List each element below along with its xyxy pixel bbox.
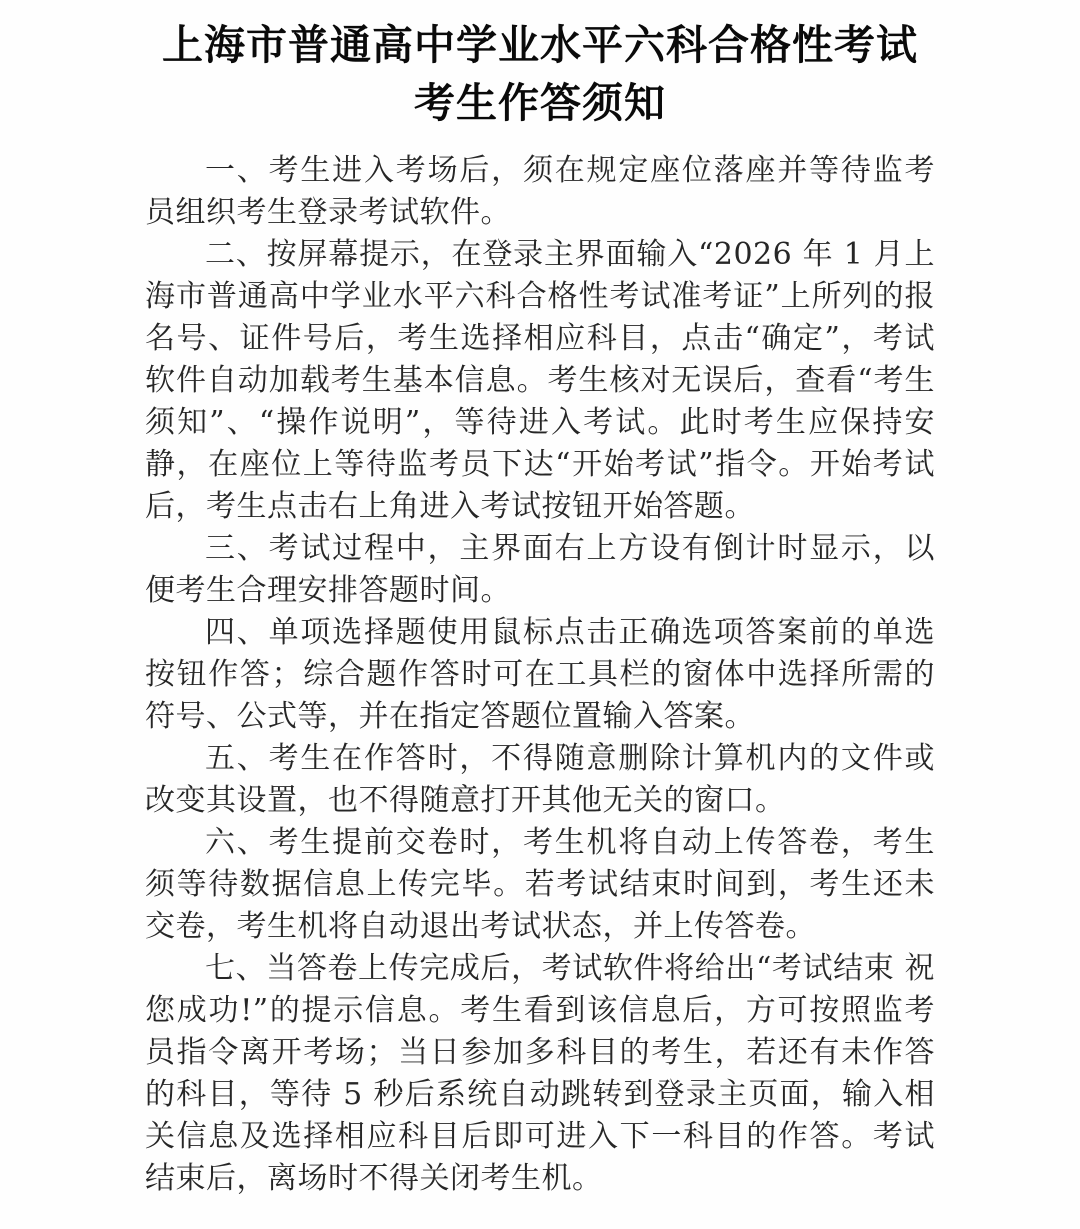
notice-paragraph-6: 六、考生提前交卷时，考生机将自动上传答卷，考生须等待数据信息上传完毕。若考试结束时间到，考生还未交卷，考生机将自动退出考试状态，并上传答卷。 — [145, 825, 935, 944]
notice-paragraph-3: 三、考试过程中，主界面右上方设有倒计时显示，以便考生合理安排答题时间。 — [145, 531, 935, 608]
document-title-line-1: 上海市普通高中学业水平六科合格性考试 — [162, 21, 918, 69]
notice-paragraph-5: 五、考生在作答时，不得随意删除计算机内的文件或改变其设置，也不得随意打开其他无关的窗口。 — [145, 741, 935, 818]
notice-paragraph-7: 七、当答卷上传完成后，考试软件将给出“考试结束 祝您成功!”的提示信息。考生看到该信息后，方可按照监考员指令离开考场；当日参加多科目的考生，若还有未作答的科目，等待 5 秒后系统自动跳转到登录主页面，输入相关信息及选择相应科目后即可进入下一科目的作答。考试结束后，离场时不得关闭考生机。 — [145, 951, 935, 1196]
notice-paragraph-2: 二、按屏幕提示，在登录主界面输入“2026 年 1 月上海市普通高中学业水平六科合格性考试准考证”上所列的报名号、证件号后，考生选择相应科目，点击“确定”，考试软件自动加载考生基本信息。考生核对无误后，查看“考生须知”、“操作说明”，等待进入考试。此时考生应保持安静，在座位上等待监考员下达“开始考试”指令。开始考试后，考生点击右上角进入考试按钮开始答题。 — [145, 237, 935, 524]
document-body — [145, 150, 935, 1200]
document-title — [145, 16, 935, 132]
document-title-line-2: 考生作答须知 — [414, 79, 666, 127]
notice-paragraph-1: 一、考生进入考场后，须在规定座位落座并等待监考员组织考生登录考试软件。 — [145, 153, 935, 230]
notice-paragraph-4: 四、单项选择题使用鼠标点击正确选项答案前的单选按钮作答；综合题作答时可在工具栏的窗体中选择所需的符号、公式等，并在指定答题位置输入答案。 — [145, 615, 935, 734]
